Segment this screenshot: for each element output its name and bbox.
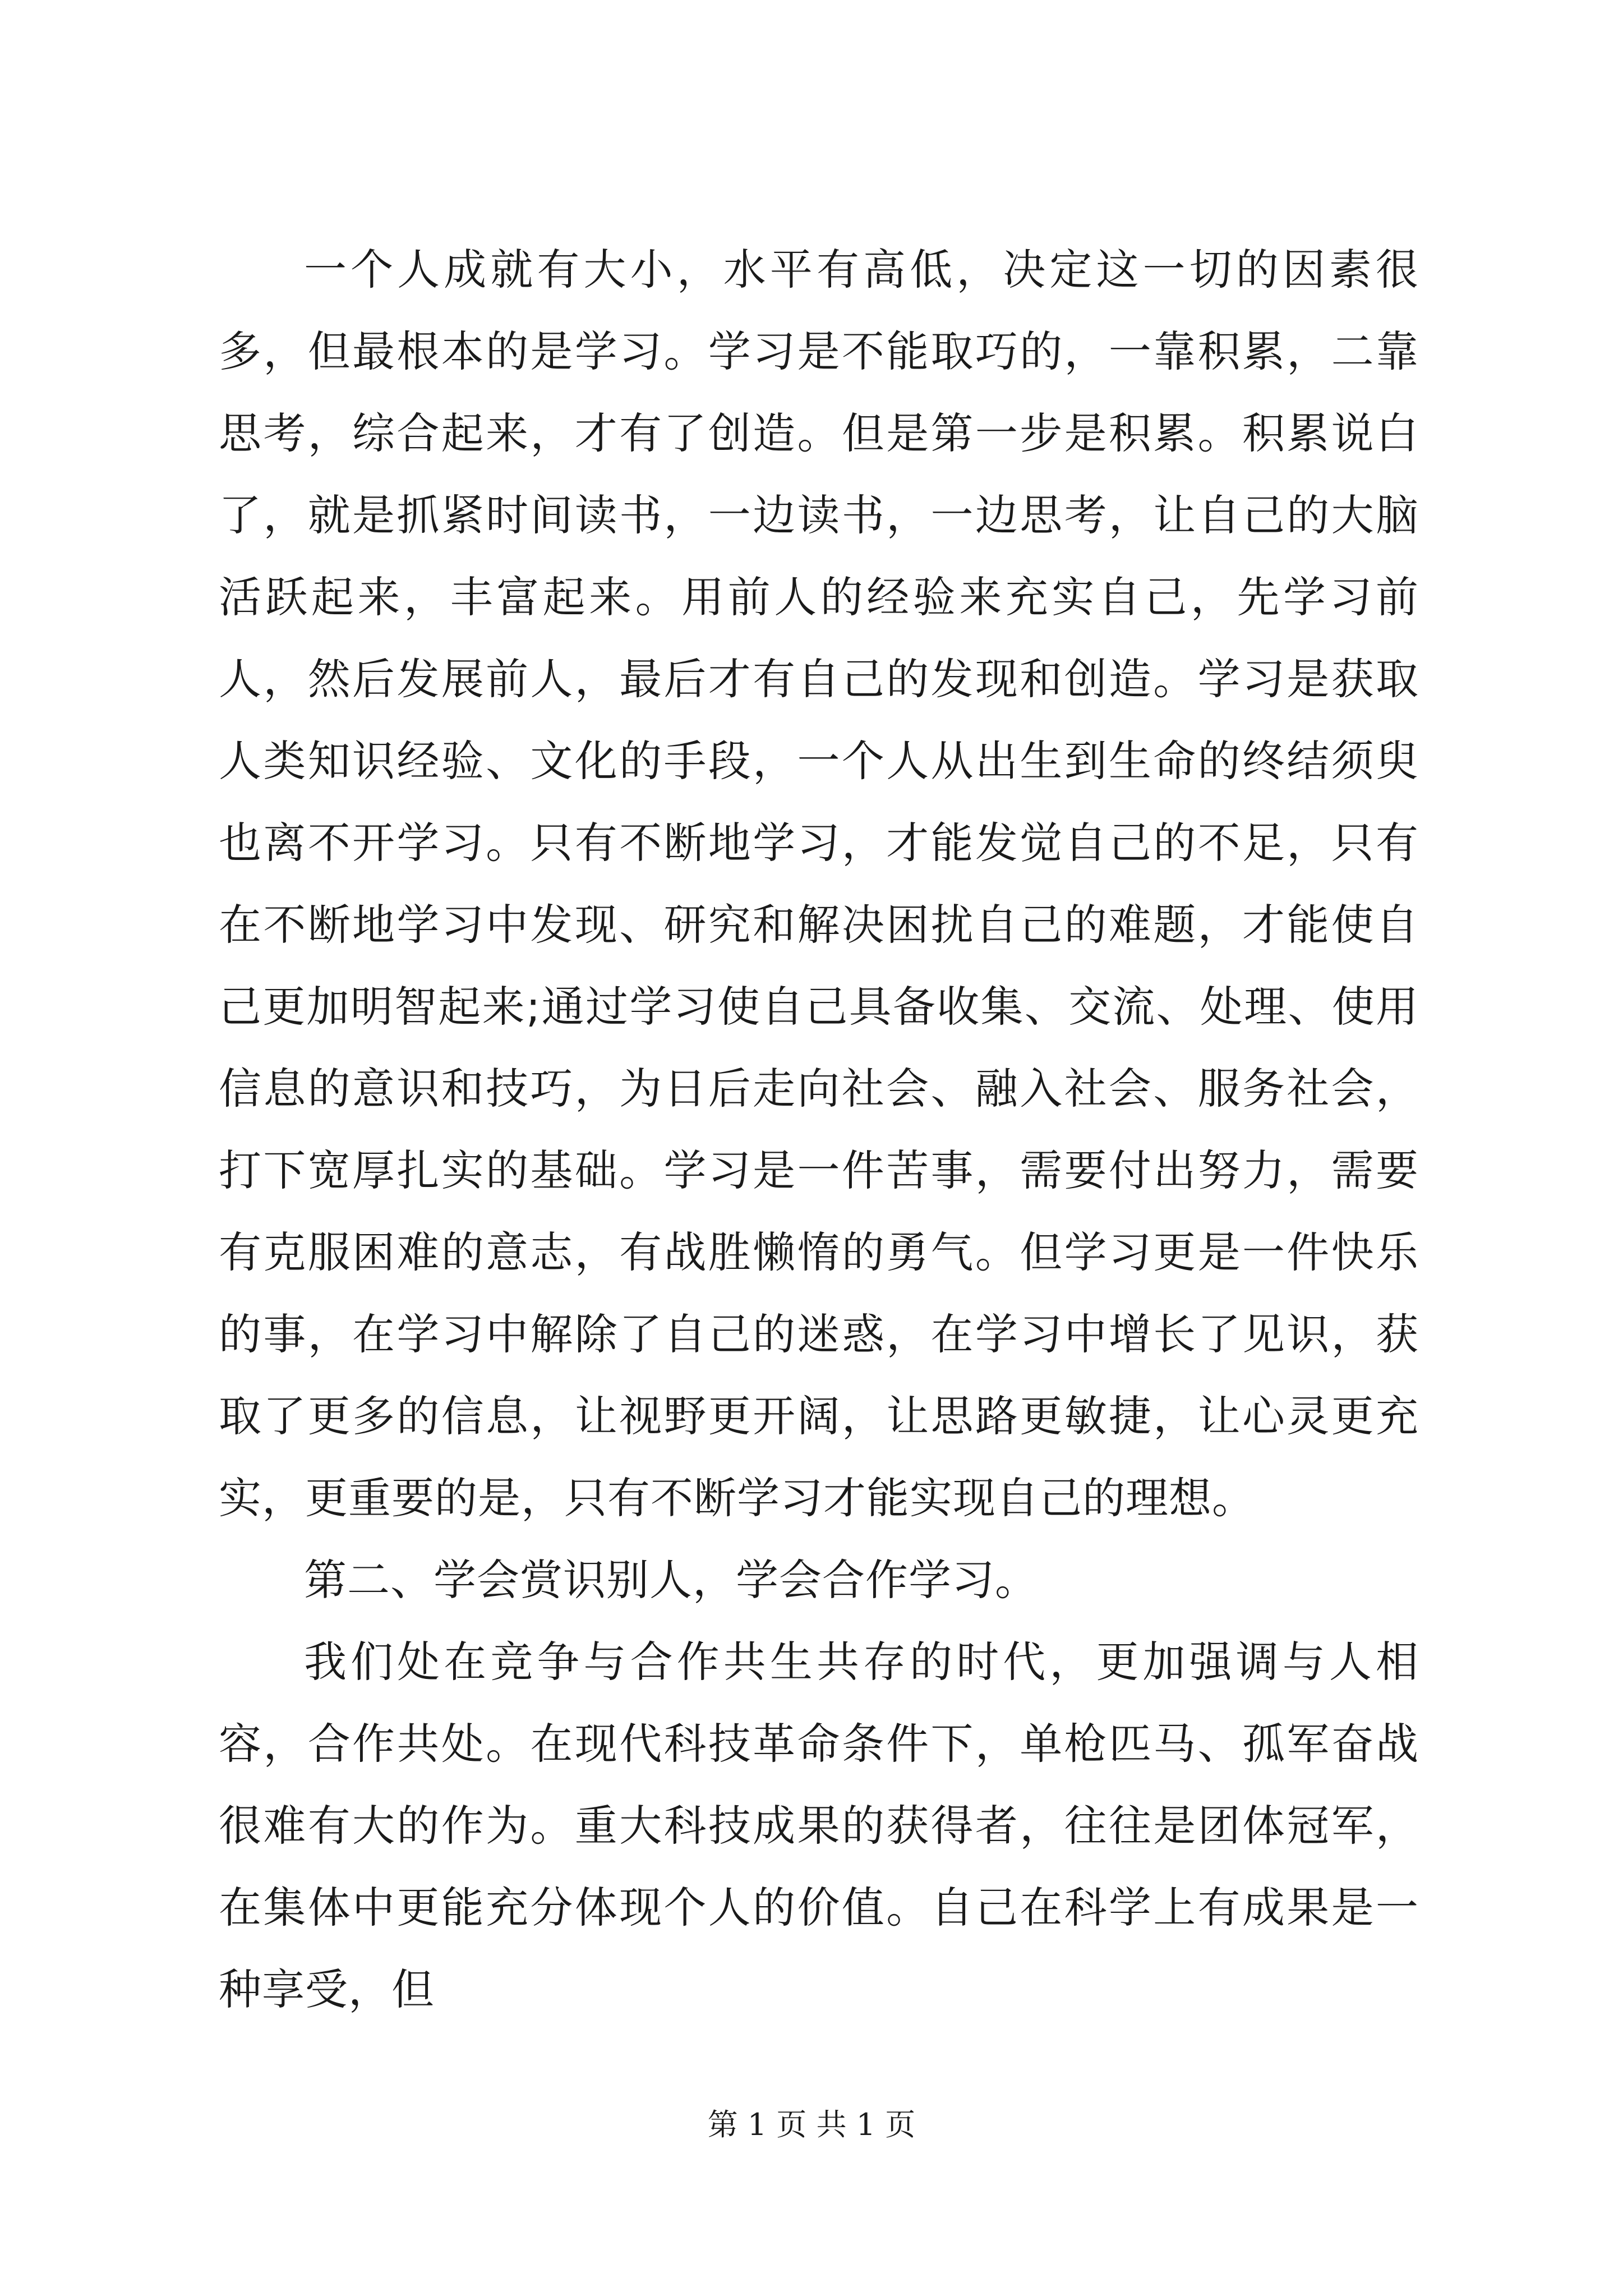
- section-heading: 第二、学会赏识别人，学会合作学习。: [304, 1555, 1038, 1605]
- document-body: [219, 229, 1419, 2031]
- paragraph: 一个人成就有大小，水平有高低，决定这一切的因素很多，但最根本的是学习。学习是不能取巧的，一靠积累，二靠思考，综合起来，才有了创造。但是第一步是积累。积累说白了，就是抓紧时间读书，一边读书，一边思考，让自己的大脑活跃起来，丰富起来。用前人的经验来充实自己，先学习前人，然后发展前人，最后才有自己的发现和创造。学习是获取人类知识经验、文化的手段，一个人从出生到生命的终结须臾也离不开学习。只有不断地学习，才能发觉自己的不足，只有在不断地学习中发现、研究和解决困扰自己的难题，才能使自己更加明智起来;通过学习使自己具备收集、交流、处理、使用信息的意识和技巧，为日后走向社会、融入社会、服务社会，打下宽厚扎实的基础。学习是一件苦事，需要付出努力，需要有克服困难的意志，有战胜懒惰的勇气。但学习更是一件快乐的事，在学习中解除了自己的迷惑，在学习中增长了见识，获取了更多的信息，让视野更开阔，让思路更敏捷，让心灵更充实，更重要的是，只有不断学习才能实现自己的理想。: [219, 245, 1419, 1523]
- paragraph: 我们处在竞争与合作共生共存的时代，更加强调与人相容，合作共处。在现代科技革命条件下，单枪匹马、孤军奋战很难有大的作为。重大科技成果的获得者，往往是团体冠军，在集体中更能充分体现个人的价值。自己在科学上有成果是一种享受，但: [219, 1637, 1419, 2014]
- page-footer: 第 1 页 共 1 页: [707, 2107, 916, 2142]
